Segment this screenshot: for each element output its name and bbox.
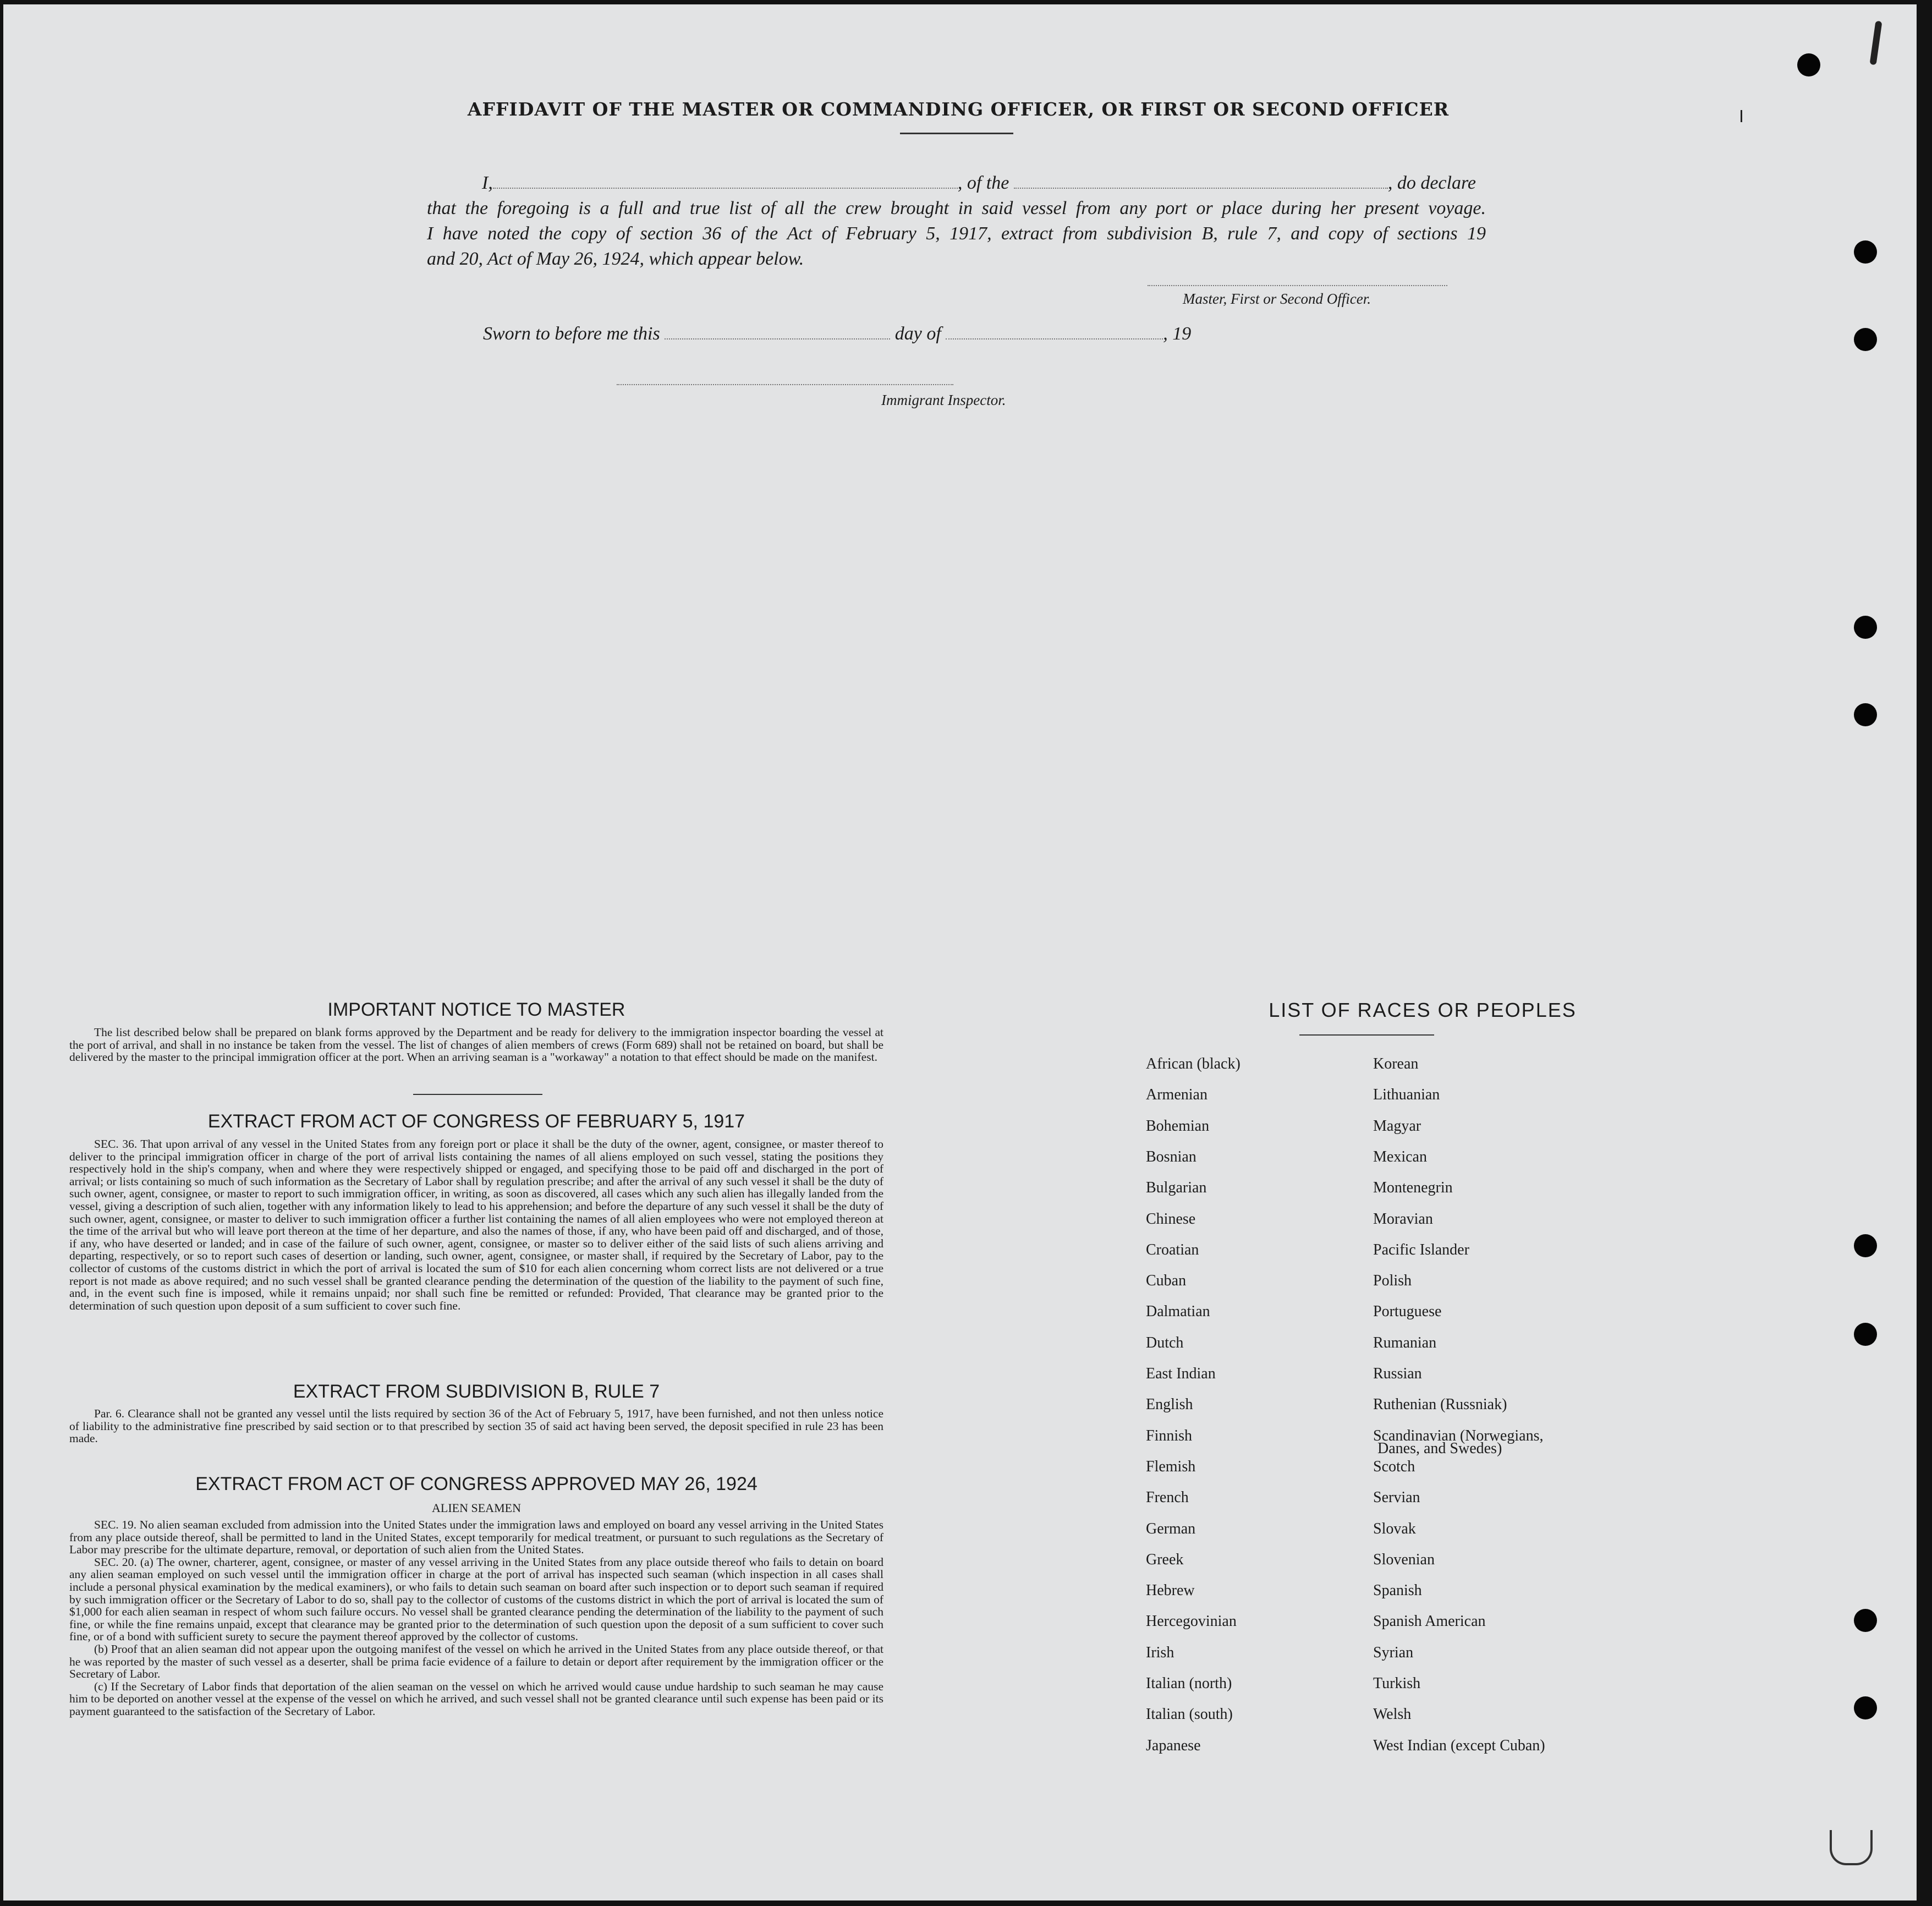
pencil-mark (1741, 110, 1742, 122)
race-item: African (black) (1146, 1055, 1241, 1072)
race-item: Slovenian (1373, 1551, 1435, 1568)
race-item: Croatian (1146, 1241, 1199, 1258)
race-item: Scotch (1373, 1458, 1415, 1475)
document-sheet (3, 4, 1917, 1900)
punch-hole (1797, 53, 1820, 76)
extract-1917-body (69, 1138, 883, 1312)
affidavit-title: AFFIDAVIT OF THE MASTER OR COMMANDING OFFICER, OR FIRST OR SECOND OFFICER (467, 98, 1450, 120)
race-item: Bulgarian (1146, 1179, 1207, 1197)
notice-title: IMPORTANT NOTICE TO MASTER (327, 999, 625, 1020)
inspector-signature-line[interactable] (617, 384, 953, 385)
race-item: Dalmatian (1146, 1303, 1210, 1321)
punch-hole (1854, 1696, 1877, 1719)
sec-20c-paragraph: (c) If the Secretary of Labor finds that deportation of the alien seaman on the vessel on which he arrived would cause undue hardship to such seaman he may cause him to be deported on another vessel at the expense of the vessel on which he arrived, and such vessel shall not be granted clearance until such expense has been paid or its payment guaranteed to the satisfaction of the Secretary of Labor. (69, 1679, 883, 1718)
sworn-line (483, 324, 1191, 344)
punch-hole (1854, 1234, 1877, 1257)
race-item: Magyar (1373, 1117, 1421, 1135)
year-label: , 19 (1163, 324, 1192, 344)
race-item: Pacific Islander (1373, 1241, 1469, 1258)
punch-hole (1854, 240, 1877, 264)
race-item: Dutch (1146, 1334, 1184, 1351)
race-item: Polish (1373, 1272, 1412, 1290)
race-item: Japanese (1146, 1737, 1201, 1754)
race-item: West Indian (except Cuban) (1373, 1737, 1545, 1754)
race-item: Spanish American (1373, 1613, 1486, 1630)
declarant-label: I, (482, 173, 493, 193)
race-item: Russian (1373, 1365, 1422, 1382)
race-item: Mexican (1373, 1148, 1427, 1165)
declaration-line-3: I have noted the copy of section 36 of the Act of February 5, 1917, extract from subdivision B, rule 7, and copy of sections 19 (427, 223, 1486, 244)
extract-1924-title: EXTRACT FROM ACT OF CONGRESS APPROVED MAY 26, 1924 (195, 1474, 758, 1494)
race-item: Greek (1146, 1551, 1184, 1568)
race-item: Hebrew (1146, 1582, 1195, 1600)
rule-b7-title: EXTRACT FROM SUBDIVISION B, RULE 7 (293, 1381, 660, 1402)
sec-36-paragraph: SEC. 36. That upon arrival of any vessel in the United States from any foreign port or place it shall be the duty of the owner, agent, consignee, or master thereof to deliver to the principal immigration officer in charge of the port of arrival lists containing the names of all aliens employed on such vessel, stating the positions they respectively hold in the ship's company, when and where they were respectively shipped or engaged, and specifying those to be paid off and discharged in the port of arrival; or lists containing so much of such information as the Secretary of Labor shall by regulation prescribe; and after the arrival of any such vessel it shall be the duty of such owner, agent, consignee, or master to report to such immigration officer, in writing, as soon as discovered, all cases which any such alien has illegally landed from the vessel, giving a description of such alien, together with any information likely to lead to his apprehension; and before the departure of any such vessel it shall be the duty of such owner, agent, consignee, or master to deliver to such immigration officer a further list containing the names of all alien employees who were not employed thereon at the time of the arrival but who will leave port thereon at the time of her departure, and also the names of those, if any, who have been paid off and discharged, and of those, if any, who have deserted or landed; and in case of the failure of such owner, agent, consignee, or master so to deliver either of the said lists of such aliens arriving and departing, respectively, or so to report such cases of desertion or landing, such owner, agent, consignee, or master shall, if required by the Secretary of Labor, pay to the collector of customs of the customs district in which the port of arrival is located the sum of $10 for each alien concerning whom correct lists are not delivered or a true report is not made as above required; and no such vessel shall be granted clearance pending the determination of the question of the liability to the payment of such fine, and, in the event such fine is imposed, while it remains unpaid; nor shall such fine be remitted or refunded: Provided, That clearance may be granted prior to the determination of such question upon deposit of a sum sufficient to cover such fine. (69, 1137, 883, 1312)
sworn-month-field[interactable] (946, 338, 1163, 339)
punch-hole (1854, 328, 1877, 351)
sec-20a-paragraph: SEC. 20. (a) The owner, charterer, agent, consignee, or master of any vessel arriving in the United States from any place outside thereof who fails to detain on board any alien seaman employed on such vessel until the immigration officer in charge at the port of arrival has inspected such seaman (which inspection in all cases shall include a personal physical examination by the medical examiners), or who fails to detain such seaman on board after such inspection or to deport such seaman if required by such immigration officer or the Secretary of Labor to do so, shall pay to the collector of customs of the customs district in which the port of arrival is located the sum of $1,000 for each alien seaman in respect of whom such failure occurs. No vessel shall be granted clearance pending the determination of the liability to the payment of such fine, or while the fine remains unpaid, except that clearance may be granted prior to the determination of such question upon the deposit of a sum sufficient to cover such fine, or of a bond with sufficient surety to secure the payment thereof approved by the collector of customs. (69, 1555, 883, 1644)
race-item: German (1146, 1520, 1196, 1537)
race-item: Italian (south) (1146, 1706, 1233, 1723)
handwritten-mark (1830, 1830, 1873, 1865)
title-divider (900, 133, 1013, 134)
sec-19-paragraph: SEC. 19. No alien seaman excluded from admission into the United States under the immigration laws and employed on board any vessel arriving in the United States from any place outside thereof, shall be permitted to land in the United States, except temporarily for medical treatment, or pursuant to such regulations as the Secretary of Labor may prescribe for the ultimate departure, removal, or deportation of such alien from the United States. (69, 1518, 883, 1557)
notice-body (69, 1026, 883, 1064)
section-divider (413, 1094, 542, 1095)
punch-hole (1854, 616, 1877, 639)
punch-hole (1854, 1323, 1877, 1346)
race-item: Moravian (1373, 1210, 1433, 1228)
alien-seamen-subtitle: ALIEN SEAMEN (432, 1501, 521, 1515)
sworn-label: Sworn to before me this (483, 324, 660, 344)
races-divider (1299, 1034, 1434, 1036)
race-item: East Indian (1146, 1365, 1216, 1382)
extract-1924-body (69, 1519, 883, 1718)
race-item: Italian (north) (1146, 1675, 1232, 1692)
race-item: Armenian (1146, 1086, 1208, 1104)
race-item: Rumanian (1373, 1334, 1437, 1351)
race-item: Chinese (1146, 1210, 1196, 1228)
master-signature-line[interactable] (1148, 285, 1447, 286)
races-title: LIST OF RACES OR PEOPLES (1269, 999, 1577, 1021)
race-item: Syrian (1373, 1644, 1414, 1661)
par-6-paragraph: Par. 6. Clearance shall not be granted any vessel until the lists required by section 36 of the Act of February 5, 1917, have been furnished, and not then unless notice of liability to the administrative fine prescribed by said section or to that prescribed by section 35 of said act having been served, the deposit specified in rule 23 has been made. (69, 1407, 883, 1445)
race-item: Flemish (1146, 1458, 1196, 1475)
race-item: Slovak (1373, 1520, 1416, 1537)
race-item: Portuguese (1373, 1303, 1442, 1321)
vessel-name-field[interactable] (1014, 188, 1388, 189)
pencil-mark (1869, 21, 1882, 65)
race-item: Finnish (1146, 1427, 1193, 1444)
notice-paragraph: The list described below shall be prepared on blank forms approved by the Department and be ready for delivery to the immigration inspector boarding the vessel at the port of arrival, and shall in no instance be taken from the vessel. The list of changes of alien members of crews (Form 689) shall not be retained on board, but shall be delivered by the master to the principal immigration officer at the port. When an arriving seaman is a "workaway" a notation to that effect should be made on the manifest. (69, 1026, 883, 1064)
race-item: Bohemian (1146, 1117, 1210, 1135)
race-item: Korean (1373, 1055, 1419, 1072)
race-item: Hercegovinian (1146, 1613, 1237, 1630)
declaration-line-4: and 20, Act of May 26, 1924, which appear below. (427, 249, 804, 269)
declarant-name-field[interactable] (493, 188, 958, 189)
day-of-label: day of (894, 324, 941, 344)
race-item: Turkish (1373, 1675, 1421, 1692)
rule-b7-body (69, 1407, 883, 1445)
inspector-signature-caption: Immigrant Inspector. (881, 392, 1006, 408)
race-item: French (1146, 1489, 1189, 1507)
race-item: Servian (1373, 1489, 1420, 1507)
race-item: Scandinavian (Norwegians, (1373, 1427, 1544, 1444)
master-signature-caption: Master, First or Second Officer. (1183, 291, 1371, 307)
race-item: Lithuanian (1373, 1086, 1440, 1104)
declaration-line-2: that the foregoing is a full and true list of all the crew brought in said vessel from any port or place during her present voyage. (427, 198, 1486, 218)
punch-hole (1854, 703, 1877, 726)
race-item: Spanish (1373, 1582, 1422, 1600)
of-label: , of the (957, 173, 1009, 193)
race-item: Ruthenian (Russniak) (1373, 1396, 1507, 1414)
race-item: Welsh (1373, 1706, 1412, 1723)
race-item: Cuban (1146, 1272, 1187, 1290)
extract-1917-title: EXTRACT FROM ACT OF CONGRESS OF FEBRUARY 5, 1917 (207, 1111, 745, 1132)
declaration-line-1 (482, 173, 1486, 194)
race-item: Montenegrin (1373, 1179, 1453, 1197)
race-item-continuation: Danes, and Swedes) (1377, 1440, 1502, 1457)
declare-label: , do declare (1387, 173, 1477, 193)
race-item: Irish (1146, 1644, 1174, 1661)
punch-hole (1854, 1609, 1877, 1632)
race-item: English (1146, 1396, 1193, 1414)
race-item: Bosnian (1146, 1148, 1196, 1165)
sec-20b-paragraph: (b) Proof that an alien seaman did not appear upon the outgoing manifest of the vessel on which he arrived in the United States from any place outside thereof, or that he was reported by the master of such vessel as a deserter, shall be prima facie evidence of a failure to detain or deport after requirement by the immigration officer or the Secretary of Labor. (69, 1642, 883, 1681)
sworn-day-field[interactable] (665, 338, 890, 339)
